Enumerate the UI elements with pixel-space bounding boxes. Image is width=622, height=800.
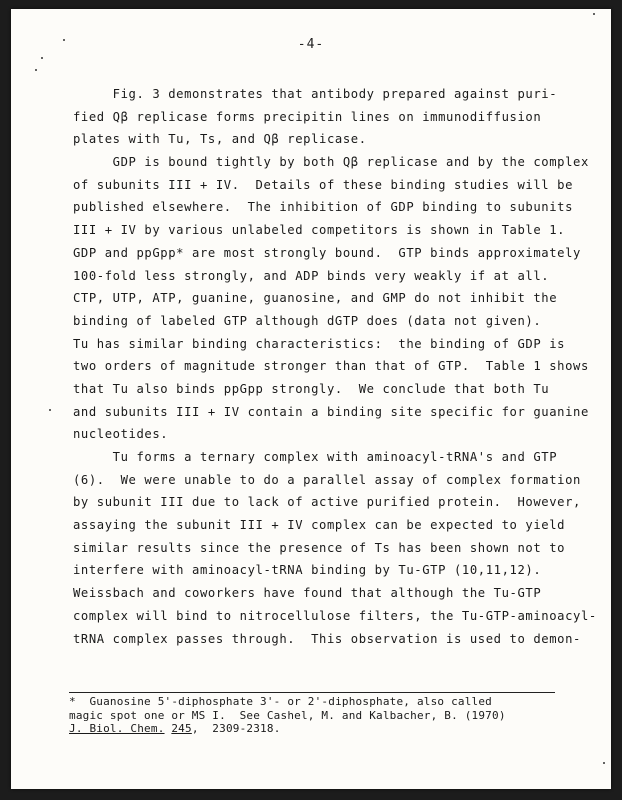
text-line: GDP and ppGpp* are most strongly bound. GTP binds approximately <box>73 245 581 260</box>
text-line: complex will bind to nitrocellulose filters, the Tu-GTP-aminoacyl- <box>73 608 597 623</box>
footnote <box>69 695 569 736</box>
text-line: assaying the subunit III + IV complex can be expected to yield <box>73 518 566 533</box>
text-line: and subunits III + IV contain a binding site specific for guanine <box>73 404 589 419</box>
paragraph-3 <box>73 446 597 650</box>
text-line: CTP, UTP, ATP, guanine, guanosine, and GMP do not inhibit the <box>73 291 558 306</box>
text-line: Fig. 3 demonstrates that antibody prepared against puri- <box>73 87 558 101</box>
text-line: published elsewhere. The inhibition of GDP binding to subunits <box>73 200 574 215</box>
text-line: (6). We were unable to do a parallel assay of complex formation <box>73 472 581 487</box>
text-line: 100-fold less strongly, and ADP binds very weakly if at all. <box>73 268 550 283</box>
text-line: plates with Tu, Ts, and Qβ replicase. <box>73 132 367 147</box>
text-line: by subunit III due to lack of active purified protein. However, <box>73 495 581 510</box>
text-line: binding of labeled GTP although dGTP does (data not given). <box>73 313 542 328</box>
scan-speck <box>41 57 43 59</box>
text-line: Tu has similar binding characteristics: the binding of GDP is <box>73 336 566 351</box>
document-page <box>11 9 611 789</box>
journal-pages: , 2309-2318. <box>191 722 281 735</box>
scan-speck <box>593 13 595 15</box>
text-line: Weissbach and coworkers have found that although the Tu-GTP <box>73 586 542 601</box>
page-number: -4- <box>297 37 325 52</box>
text-line: that Tu also binds ppGpp strongly. We conclude that both Tu <box>73 381 550 396</box>
footnote-divider <box>69 692 555 693</box>
paragraph-2 <box>73 151 589 446</box>
body-text <box>73 83 597 650</box>
journal-name: J. Biol. Chem. <box>69 722 165 735</box>
text-line: nucleotides. <box>73 427 169 442</box>
scan-speck <box>63 39 65 41</box>
footnote-line: * Guanosine 5'-diphosphate 3'- or 2'-diphosphate, also called <box>69 695 492 708</box>
journal-volume: 245 <box>171 722 192 735</box>
footnote-line: magic spot one or MS I. See Cashel, M. and Kalbacher, B. (1970) <box>69 708 506 722</box>
text-line: III + IV by various unlabeled competitors is shown in Table 1. <box>73 223 566 238</box>
paragraph-1 <box>73 83 573 151</box>
text-line: tRNA complex passes through. This observation is used to demon- <box>73 631 581 646</box>
text-line: two orders of magnitude stronger than that of GTP. Table 1 shows <box>73 359 589 374</box>
text-line: similar results since the presence of Ts has been shown not to <box>73 540 566 555</box>
scan-speck <box>49 409 51 411</box>
scan-speck <box>35 69 37 71</box>
text-line: GDP is bound tightly by both Qβ replicase and by the complex <box>73 155 589 170</box>
text-line: fied Qβ replicase forms precipitin lines on immunodiffusion <box>73 109 542 124</box>
text-line: of subunits III + IV. Details of these binding studies will be <box>73 177 574 192</box>
scan-speck <box>603 762 605 764</box>
footnote-citation <box>69 722 569 736</box>
text-line: interfere with aminoacyl-tRNA binding by Tu-GTP (10,11,12). <box>73 563 542 578</box>
text-line: Tu forms a ternary complex with aminoacyl-tRNA's and GTP <box>73 450 558 464</box>
